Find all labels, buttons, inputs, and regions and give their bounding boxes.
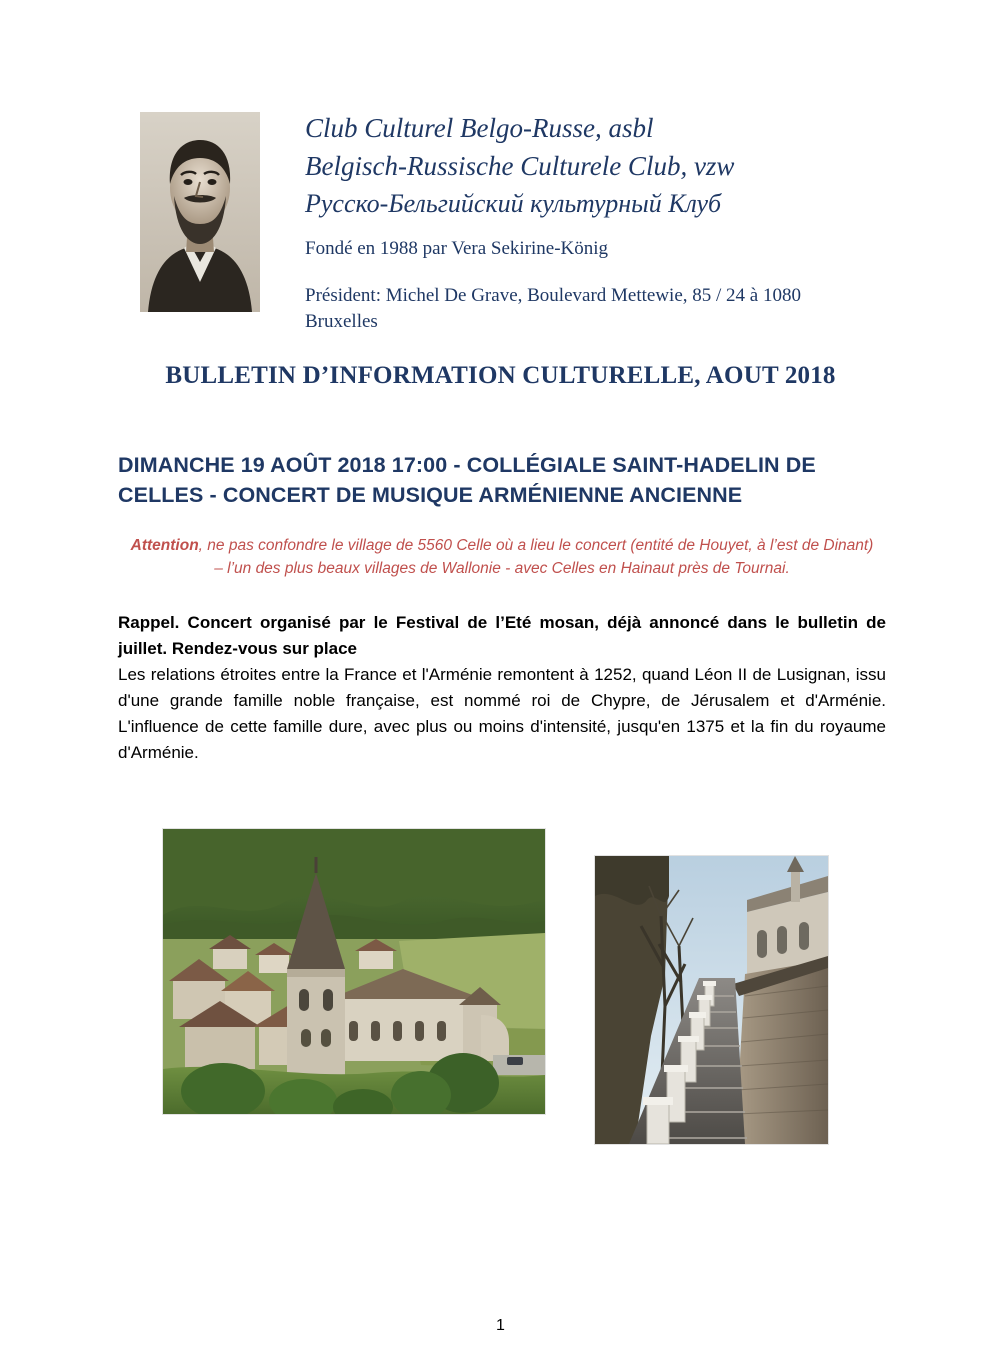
president-line: Président: Michel De Grave, Boulevard Mettewie, 85 / 24 à 1080 Bruxelles: [305, 285, 801, 332]
portrait-image: [140, 112, 260, 312]
org-name-ru: Русско-Бельгийский культурный Клуб: [305, 189, 722, 218]
history-paragraph: Les relations étroites entre la France et l'Arménie remontent à 1252, quand Léon II de Lusignan, issu d'une grande famille noble française, est nommé roi de Chypre, de Jérusalem et d'Arménie. L'influence de cette famille dure, avec plus ou moins d'intensité, jusqu'en 1375 et la fin du royaume d'Arménie.: [118, 665, 886, 762]
organization-names: [305, 109, 925, 335]
photo-ruelle-escalier: [594, 855, 829, 1145]
document-header: [0, 95, 1001, 355]
photo-collegiale-saint-hadelin: [162, 828, 546, 1115]
founded-line: Fondé en 1988 par Vera Sekirine-König: [305, 238, 609, 259]
rappel-paragraph: Rappel. Concert organisé par le Festival de l’Eté mosan, déjà annoncé dans le bulletin de juillet. Rendez-vous sur place: [118, 613, 886, 658]
event-heading: DIMANCHE 19 AOÛT 2018 17:00 - COLLÉGIALE SAINT-HADELIN DE CELLES - CONCERT DE MUSIQUE ARMÉNIENNE ANCIENNE: [118, 453, 816, 507]
attention-note: [118, 534, 886, 580]
bulletin-title: BULLETIN D’INFORMATION CULTURELLE, AOUT 2018: [165, 362, 836, 389]
org-name-nl: Belgisch-Russische Culturele Club, vzw: [305, 151, 735, 181]
page-number: 1: [496, 1317, 505, 1334]
attention-label: Attention: [130, 537, 199, 554]
document-body: [118, 450, 886, 766]
attention-text: , ne pas confondre le village de 5560 Celle où a lieu le concert (entité de Houyet, à l’est de Dinant) – l’un des plus beaux villages de Wallonie - avec Celles en Hainaut près de Tournai.: [198, 537, 874, 577]
org-name-fr: Club Culturel Belgo-Russe, asbl: [305, 113, 654, 143]
